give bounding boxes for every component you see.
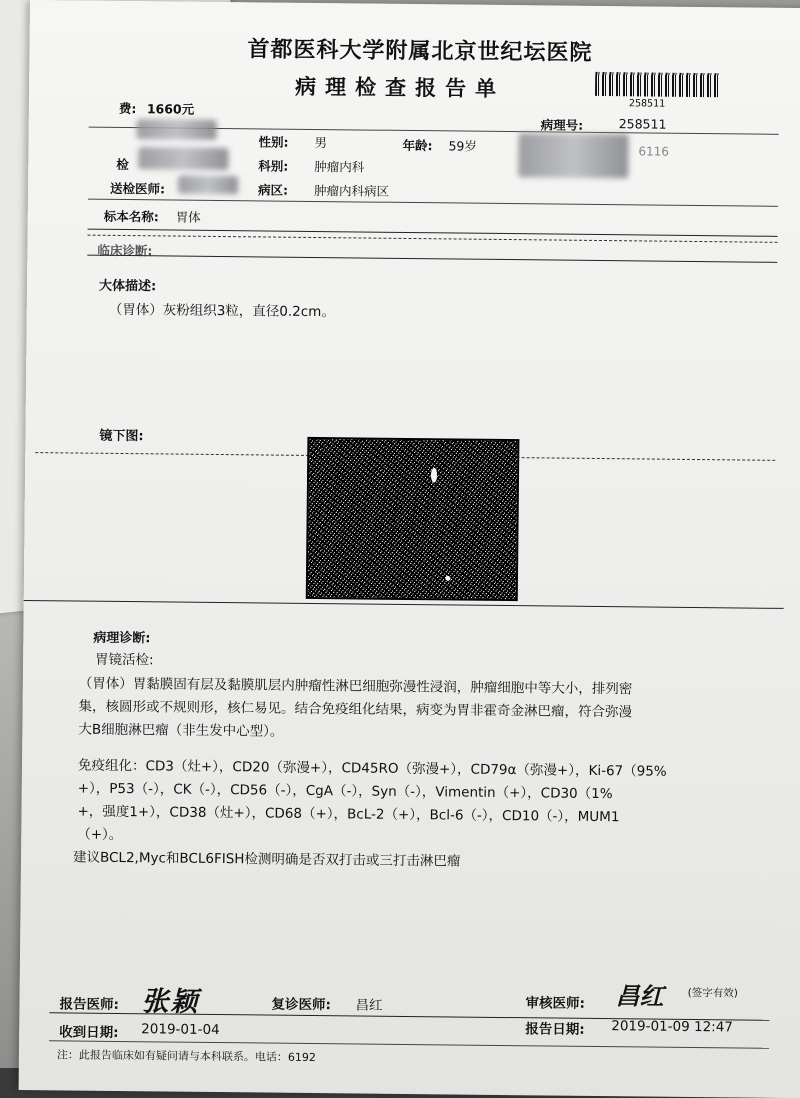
dept-label: 科别:	[258, 158, 289, 174]
report-date-value: 2019-01-09 12:47	[611, 1018, 734, 1036]
ihc-line-3: +，强度1+），CD38（灶+），CD68（+），BcL-2（+），Bcl-6（-），CD10（-），MUM1	[77, 803, 620, 826]
report-doctor-signature: 张颖	[141, 986, 200, 1018]
audit-doctor-signature: 昌红	[615, 981, 664, 1011]
pathology-no-value: 258511	[618, 116, 667, 132]
pathology-report-sheet	[19, 0, 800, 1098]
gross-label: 大体描述:	[98, 278, 157, 295]
sign-valid-note: (签字有效)	[687, 986, 738, 1000]
diagnosis-label: 病理诊断:	[93, 630, 151, 647]
ward-value: 肿瘤内科病区	[313, 182, 390, 199]
specimen-label: 标本名称:	[103, 208, 159, 225]
received-label: 收到日期:	[59, 1024, 119, 1041]
review-doctor-value: 昌红	[355, 997, 383, 1014]
footer-note: 注：此报告临床如有疑问请与本科联系。电话：6192	[56, 1048, 317, 1065]
fee-value: 1660元	[146, 101, 195, 117]
audit-doctor-label: 审核医师:	[525, 995, 586, 1012]
microscopy-bottom-rule	[24, 600, 784, 609]
pathology-no-label: 病理号:	[540, 117, 584, 133]
age-value: 59岁	[448, 138, 477, 154]
dashed-rule	[88, 235, 778, 243]
gender-label: 性别:	[258, 134, 289, 150]
partial-code: 6116	[638, 144, 670, 159]
redacted-name	[137, 119, 217, 140]
report-title: 病理检查报告单	[294, 74, 506, 101]
ihc-line-2: +），P53（-），CK（-），CD56（-），CgA（-），Syn（-），Vimentin（+），CD30（1%	[77, 780, 613, 803]
diagnosis-line-2: 集，核圆形或不规则形，核仁易见。结合免疫组化结果，病变为胃非霍奇金淋巴瘤，符合弥漫	[78, 698, 633, 721]
doctor-label: 送检医师:	[109, 180, 166, 197]
age-label: 年龄:	[402, 137, 433, 154]
microscopy-image	[306, 437, 520, 601]
diagnosis-line-3: 大B细胞淋巴瘤（非生发中心型）。	[78, 721, 284, 740]
dept-value: 肿瘤内科	[314, 158, 365, 175]
redacted-id	[518, 133, 628, 178]
gross-text: （胃体）灰粉组织3粒，直径0.2cm。	[108, 301, 335, 321]
hospital-name: 首都医科大学附属北京世纪坛医院	[247, 37, 593, 66]
barcode	[595, 72, 719, 97]
recommendation: 建议BCL2,Myc和BCL6FISH检测明确是否双打击或三打击淋巴瘤	[72, 849, 461, 870]
fee-label: 费:	[118, 100, 137, 117]
report-date-label: 报告日期:	[525, 1021, 585, 1038]
partial-check-label: 检	[116, 156, 129, 173]
gender-value: 男	[314, 134, 328, 151]
review-doctor-label: 复诊医师:	[271, 996, 331, 1014]
report-doctor-label: 报告医师:	[59, 996, 119, 1013]
microscopy-label: 镜下图:	[99, 428, 144, 445]
redacted-doctor	[178, 176, 238, 195]
ward-label: 病区:	[257, 182, 289, 198]
redacted-field	[138, 147, 228, 170]
diagnosis-subtitle: 胃镜活检:	[95, 651, 154, 669]
info-rule	[88, 199, 778, 207]
specimen-value: 胃体	[175, 209, 201, 225]
clinical-rule	[87, 255, 777, 263]
diagnosis-line-1: （胃体）胃黏膜固有层及黏膜肌层内肿瘤性淋巴细胞弥漫性浸润，肿瘤细胞中等大小，排列密	[78, 675, 633, 698]
ihc-line-1: 免疫组化：CD3（灶+），CD20（弥漫+），CD45RO（弥漫+），CD79α（弥漫+），Ki-67（95%	[77, 757, 667, 780]
clinical-label: 临床诊断:	[97, 242, 153, 259]
barcode-number: 258511	[628, 98, 666, 110]
ihc-line-4: （+）。	[77, 826, 123, 844]
received-value: 2019-01-04	[141, 1021, 220, 1039]
